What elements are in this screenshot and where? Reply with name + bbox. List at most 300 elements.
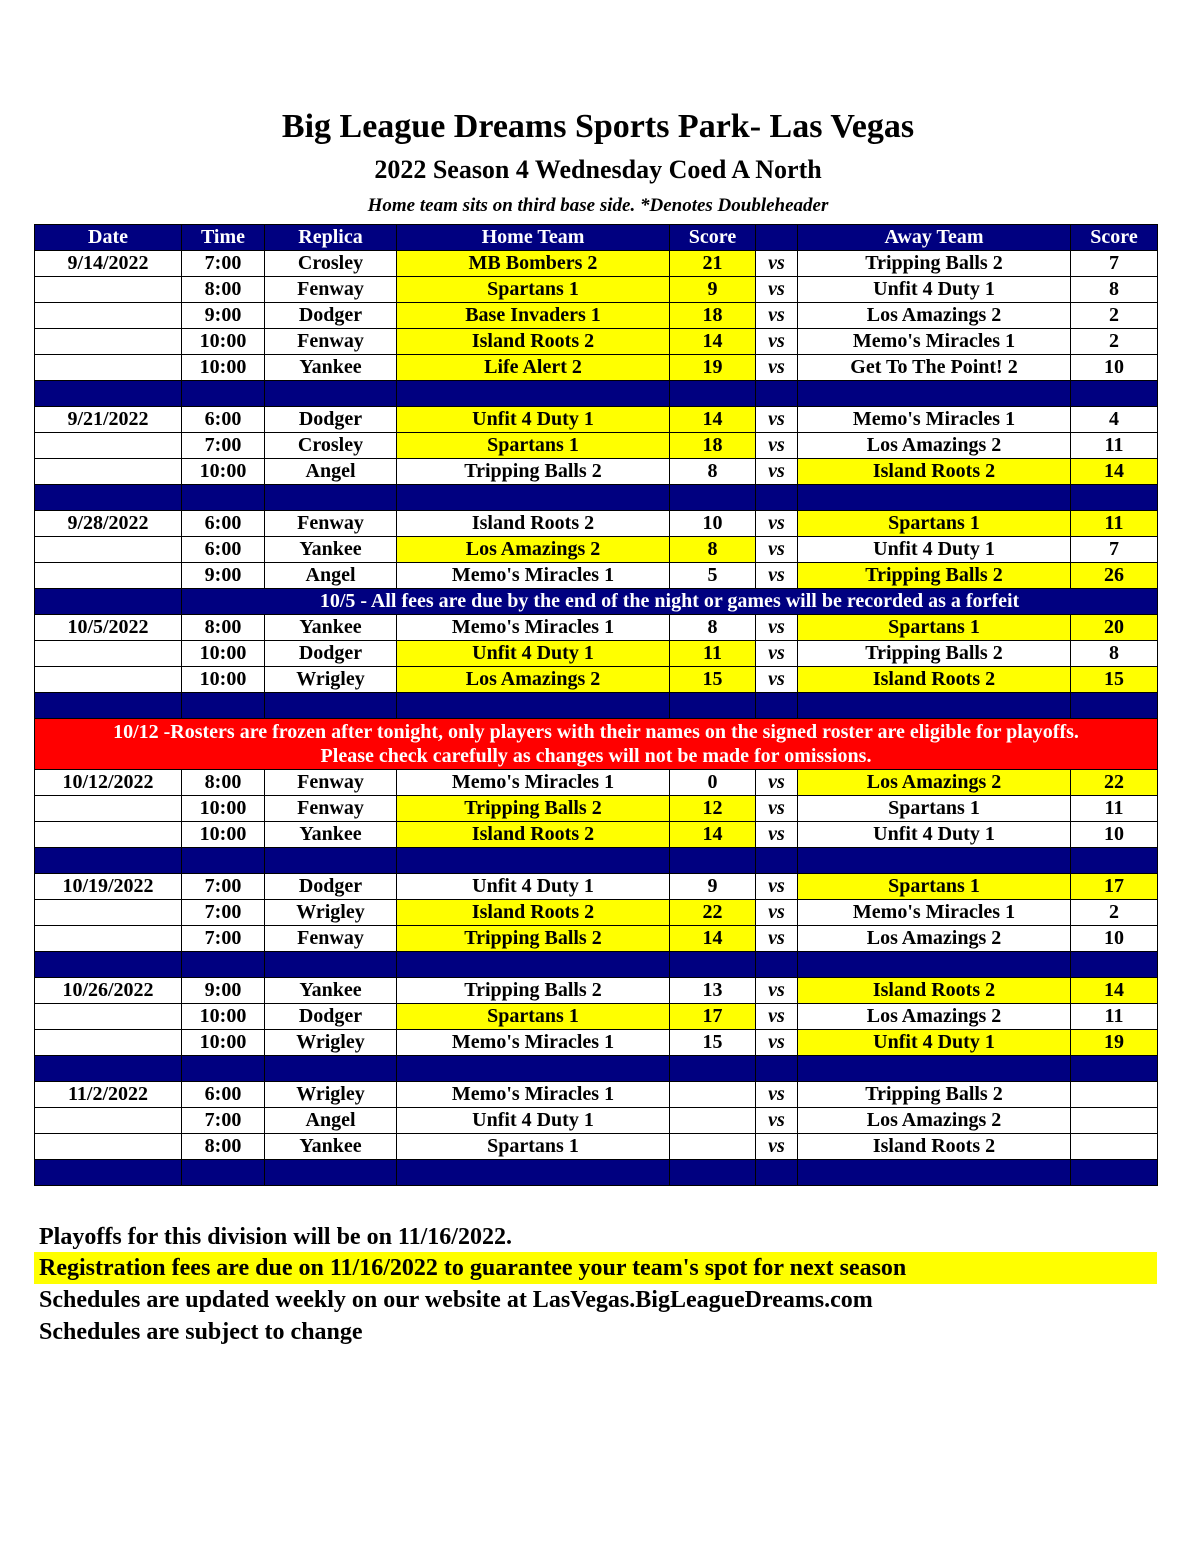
game-date bbox=[35, 926, 182, 952]
separator-row bbox=[35, 1160, 1158, 1186]
away-score: 11 bbox=[1071, 511, 1158, 537]
game-row bbox=[35, 511, 1158, 537]
away-score bbox=[1071, 1108, 1158, 1134]
game-time: 7:00 bbox=[182, 433, 265, 459]
separator-cell bbox=[265, 952, 397, 978]
separator-cell bbox=[265, 693, 397, 719]
vs-label: vs bbox=[756, 407, 798, 433]
vs-label: vs bbox=[756, 1030, 798, 1056]
home-team: Unfit 4 Duty 1 bbox=[397, 1108, 670, 1134]
game-row bbox=[35, 1004, 1158, 1030]
registration-note: Registration fees are due on 11/16/2022 to guarantee your team's spot for next season bbox=[34, 1252, 1157, 1284]
game-time: 10:00 bbox=[182, 1004, 265, 1030]
home-team: Island Roots 2 bbox=[397, 511, 670, 537]
home-score: 5 bbox=[670, 563, 756, 589]
game-time: 7:00 bbox=[182, 874, 265, 900]
game-field: Angel bbox=[265, 563, 397, 589]
away-score: 7 bbox=[1071, 251, 1158, 277]
game-row bbox=[35, 900, 1158, 926]
separator-cell bbox=[756, 1056, 798, 1082]
vs-label: vs bbox=[756, 641, 798, 667]
away-team: Spartans 1 bbox=[798, 615, 1071, 641]
game-date bbox=[35, 329, 182, 355]
header-vs bbox=[756, 225, 798, 251]
separator-cell bbox=[182, 952, 265, 978]
game-date bbox=[35, 277, 182, 303]
game-date bbox=[35, 1108, 182, 1134]
game-field: Dodger bbox=[265, 641, 397, 667]
away-team: Unfit 4 Duty 1 bbox=[798, 822, 1071, 848]
game-date bbox=[35, 459, 182, 485]
separator-cell bbox=[397, 848, 670, 874]
separator-cell bbox=[798, 952, 1071, 978]
game-date: 9/21/2022 bbox=[35, 407, 182, 433]
header-home-score: Score bbox=[670, 225, 756, 251]
vs-label: vs bbox=[756, 900, 798, 926]
header-away-team: Away Team bbox=[798, 225, 1071, 251]
separator-cell bbox=[798, 1056, 1071, 1082]
away-team: Spartans 1 bbox=[798, 511, 1071, 537]
vs-label: vs bbox=[756, 1134, 798, 1160]
home-team: Los Amazings 2 bbox=[397, 537, 670, 563]
home-team: Memo's Miracles 1 bbox=[397, 563, 670, 589]
game-field: Dodger bbox=[265, 407, 397, 433]
separator-cell bbox=[182, 848, 265, 874]
separator-cell bbox=[35, 848, 182, 874]
home-team: Unfit 4 Duty 1 bbox=[397, 874, 670, 900]
away-team: Unfit 4 Duty 1 bbox=[798, 537, 1071, 563]
game-date bbox=[35, 822, 182, 848]
separator-cell bbox=[182, 693, 265, 719]
game-time: 10:00 bbox=[182, 329, 265, 355]
separator-cell bbox=[397, 1160, 670, 1186]
away-score: 4 bbox=[1071, 407, 1158, 433]
header-away-score: Score bbox=[1071, 225, 1158, 251]
separator-row bbox=[35, 693, 1158, 719]
home-team: Life Alert 2 bbox=[397, 355, 670, 381]
game-row bbox=[35, 355, 1158, 381]
game-date bbox=[35, 355, 182, 381]
separator-cell bbox=[670, 848, 756, 874]
separator-row bbox=[35, 485, 1158, 511]
separator-cell bbox=[670, 952, 756, 978]
vs-label: vs bbox=[756, 667, 798, 693]
game-time: 9:00 bbox=[182, 978, 265, 1004]
header-time: Time bbox=[182, 225, 265, 251]
game-time: 7:00 bbox=[182, 926, 265, 952]
game-time: 9:00 bbox=[182, 303, 265, 329]
game-row bbox=[35, 1108, 1158, 1134]
separator-cell bbox=[798, 693, 1071, 719]
away-score: 7 bbox=[1071, 537, 1158, 563]
vs-label: vs bbox=[756, 277, 798, 303]
game-date bbox=[35, 433, 182, 459]
page-title: Big League Dreams Sports Park- Las Vegas bbox=[281, 108, 915, 145]
separator-cell bbox=[1071, 1056, 1158, 1082]
game-field: Dodger bbox=[265, 1004, 397, 1030]
playoffs-note: Playoffs for this division will be on 11/16/2022. bbox=[39, 1224, 512, 1250]
game-time: 10:00 bbox=[182, 822, 265, 848]
game-field: Fenway bbox=[265, 926, 397, 952]
vs-label: vs bbox=[756, 978, 798, 1004]
home-score: 0 bbox=[670, 770, 756, 796]
roster-alert bbox=[35, 719, 1158, 770]
separator-cell bbox=[182, 1056, 265, 1082]
home-score: 15 bbox=[670, 1030, 756, 1056]
game-time: 10:00 bbox=[182, 667, 265, 693]
game-row bbox=[35, 563, 1158, 589]
separator-cell bbox=[756, 848, 798, 874]
vs-label: vs bbox=[756, 303, 798, 329]
game-field: Dodger bbox=[265, 874, 397, 900]
game-field: Yankee bbox=[265, 1134, 397, 1160]
roster-alert-row bbox=[35, 719, 1158, 770]
game-field: Wrigley bbox=[265, 1030, 397, 1056]
separator-cell bbox=[1071, 381, 1158, 407]
home-score: 19 bbox=[670, 355, 756, 381]
home-score: 13 bbox=[670, 978, 756, 1004]
vs-label: vs bbox=[756, 1108, 798, 1134]
home-score bbox=[670, 1108, 756, 1134]
game-row bbox=[35, 251, 1158, 277]
game-field: Dodger bbox=[265, 303, 397, 329]
vs-label: vs bbox=[756, 537, 798, 563]
banner-blank-cell bbox=[35, 589, 182, 615]
home-score: 17 bbox=[670, 1004, 756, 1030]
home-team: Spartans 1 bbox=[397, 433, 670, 459]
away-team: Get To The Point! 2 bbox=[798, 355, 1071, 381]
home-score bbox=[670, 1082, 756, 1108]
separator-cell bbox=[670, 381, 756, 407]
game-time: 9:00 bbox=[182, 563, 265, 589]
game-field: Fenway bbox=[265, 511, 397, 537]
game-time: 6:00 bbox=[182, 511, 265, 537]
home-score: 14 bbox=[670, 822, 756, 848]
game-date: 9/28/2022 bbox=[35, 511, 182, 537]
away-score: 10 bbox=[1071, 822, 1158, 848]
separator-cell bbox=[397, 381, 670, 407]
game-row bbox=[35, 1134, 1158, 1160]
game-field: Fenway bbox=[265, 796, 397, 822]
away-score: 26 bbox=[1071, 563, 1158, 589]
home-team: Unfit 4 Duty 1 bbox=[397, 641, 670, 667]
game-date: 11/2/2022 bbox=[35, 1082, 182, 1108]
home-team: Spartans 1 bbox=[397, 1004, 670, 1030]
home-score bbox=[670, 1134, 756, 1160]
schedule-note: Home team sits on third base side. *Denotes Doubleheader bbox=[367, 195, 829, 216]
game-row bbox=[35, 822, 1158, 848]
home-score: 8 bbox=[670, 459, 756, 485]
separator-cell bbox=[397, 693, 670, 719]
game-date bbox=[35, 641, 182, 667]
separator-cell bbox=[35, 381, 182, 407]
away-team: Unfit 4 Duty 1 bbox=[798, 277, 1071, 303]
home-team: Spartans 1 bbox=[397, 277, 670, 303]
away-score: 14 bbox=[1071, 459, 1158, 485]
game-date: 10/12/2022 bbox=[35, 770, 182, 796]
separator-row bbox=[35, 381, 1158, 407]
away-team: Los Amazings 2 bbox=[798, 1004, 1071, 1030]
away-team: Spartans 1 bbox=[798, 796, 1071, 822]
home-score: 22 bbox=[670, 900, 756, 926]
home-score: 14 bbox=[670, 329, 756, 355]
separator-cell bbox=[670, 1056, 756, 1082]
game-field: Angel bbox=[265, 1108, 397, 1134]
vs-label: vs bbox=[756, 511, 798, 537]
home-team: Base Invaders 1 bbox=[397, 303, 670, 329]
game-time: 8:00 bbox=[182, 615, 265, 641]
game-date bbox=[35, 563, 182, 589]
separator-cell bbox=[265, 848, 397, 874]
header-row bbox=[35, 225, 1158, 251]
away-team: Tripping Balls 2 bbox=[798, 563, 1071, 589]
away-score: 2 bbox=[1071, 900, 1158, 926]
game-row bbox=[35, 926, 1158, 952]
game-date bbox=[35, 1030, 182, 1056]
game-date bbox=[35, 667, 182, 693]
home-team: Tripping Balls 2 bbox=[397, 926, 670, 952]
vs-label: vs bbox=[756, 796, 798, 822]
separator-cell bbox=[756, 952, 798, 978]
separator-cell bbox=[182, 485, 265, 511]
game-row bbox=[35, 1082, 1158, 1108]
separator-cell bbox=[756, 485, 798, 511]
home-team: Memo's Miracles 1 bbox=[397, 1030, 670, 1056]
home-team: Unfit 4 Duty 1 bbox=[397, 407, 670, 433]
away-score: 10 bbox=[1071, 926, 1158, 952]
away-team: Los Amazings 2 bbox=[798, 303, 1071, 329]
game-field: Yankee bbox=[265, 978, 397, 1004]
game-date bbox=[35, 796, 182, 822]
game-time: 6:00 bbox=[182, 1082, 265, 1108]
away-team: Island Roots 2 bbox=[798, 1134, 1071, 1160]
separator-row bbox=[35, 1056, 1158, 1082]
home-score: 9 bbox=[670, 874, 756, 900]
game-field: Yankee bbox=[265, 822, 397, 848]
away-score: 8 bbox=[1071, 277, 1158, 303]
away-team: Island Roots 2 bbox=[798, 978, 1071, 1004]
home-score: 8 bbox=[670, 537, 756, 563]
game-field: Crosley bbox=[265, 251, 397, 277]
separator-cell bbox=[265, 381, 397, 407]
separator-row bbox=[35, 848, 1158, 874]
home-score: 18 bbox=[670, 433, 756, 459]
home-score: 8 bbox=[670, 615, 756, 641]
fee-banner-text: 10/5 - All fees are due by the end of the night or games will be recorded as a forfeit bbox=[182, 589, 1158, 615]
separator-cell bbox=[265, 1056, 397, 1082]
away-team: Los Amazings 2 bbox=[798, 433, 1071, 459]
game-date: 9/14/2022 bbox=[35, 251, 182, 277]
away-team: Memo's Miracles 1 bbox=[798, 407, 1071, 433]
header-replica: Replica bbox=[265, 225, 397, 251]
game-time: 10:00 bbox=[182, 796, 265, 822]
home-score: 15 bbox=[670, 667, 756, 693]
game-date bbox=[35, 1004, 182, 1030]
away-score: 11 bbox=[1071, 796, 1158, 822]
separator-cell bbox=[798, 381, 1071, 407]
home-team: Tripping Balls 2 bbox=[397, 459, 670, 485]
away-team: Tripping Balls 2 bbox=[798, 251, 1071, 277]
schedule-table bbox=[34, 224, 1158, 1186]
game-row bbox=[35, 433, 1158, 459]
away-score: 10 bbox=[1071, 355, 1158, 381]
away-score: 19 bbox=[1071, 1030, 1158, 1056]
game-field: Yankee bbox=[265, 537, 397, 563]
game-time: 6:00 bbox=[182, 407, 265, 433]
separator-cell bbox=[35, 485, 182, 511]
home-score: 14 bbox=[670, 926, 756, 952]
home-score: 21 bbox=[670, 251, 756, 277]
game-time: 10:00 bbox=[182, 641, 265, 667]
vs-label: vs bbox=[756, 563, 798, 589]
game-field: Fenway bbox=[265, 277, 397, 303]
separator-cell bbox=[265, 1160, 397, 1186]
away-team: Los Amazings 2 bbox=[798, 926, 1071, 952]
game-field: Wrigley bbox=[265, 900, 397, 926]
roster-alert-line2: Please check carefully as changes will not be made for omissions. bbox=[320, 745, 872, 767]
home-team: Spartans 1 bbox=[397, 1134, 670, 1160]
game-row bbox=[35, 277, 1158, 303]
game-time: 8:00 bbox=[182, 277, 265, 303]
game-row bbox=[35, 407, 1158, 433]
game-date bbox=[35, 1134, 182, 1160]
away-team: Spartans 1 bbox=[798, 874, 1071, 900]
home-team: Tripping Balls 2 bbox=[397, 978, 670, 1004]
game-time: 7:00 bbox=[182, 1108, 265, 1134]
separator-cell bbox=[1071, 485, 1158, 511]
game-date bbox=[35, 537, 182, 563]
separator-cell bbox=[397, 952, 670, 978]
game-field: Wrigley bbox=[265, 1082, 397, 1108]
game-time: 7:00 bbox=[182, 900, 265, 926]
separator-cell bbox=[182, 381, 265, 407]
separator-cell bbox=[756, 1160, 798, 1186]
schedule-body bbox=[35, 251, 1158, 1186]
away-team: Unfit 4 Duty 1 bbox=[798, 1030, 1071, 1056]
game-date bbox=[35, 900, 182, 926]
separator-cell bbox=[35, 952, 182, 978]
home-team: Memo's Miracles 1 bbox=[397, 615, 670, 641]
separator-cell bbox=[182, 1160, 265, 1186]
game-date: 10/5/2022 bbox=[35, 615, 182, 641]
game-row bbox=[35, 303, 1158, 329]
vs-label: vs bbox=[756, 329, 798, 355]
vs-label: vs bbox=[756, 355, 798, 381]
away-team: Memo's Miracles 1 bbox=[798, 900, 1071, 926]
home-team: Los Amazings 2 bbox=[397, 667, 670, 693]
separator-cell bbox=[1071, 848, 1158, 874]
game-time: 10:00 bbox=[182, 355, 265, 381]
game-field: Fenway bbox=[265, 329, 397, 355]
page-subtitle: 2022 Season 4 Wednesday Coed A North bbox=[374, 155, 822, 184]
home-team: MB Bombers 2 bbox=[397, 251, 670, 277]
home-team: Island Roots 2 bbox=[397, 329, 670, 355]
vs-label: vs bbox=[756, 459, 798, 485]
game-row bbox=[35, 667, 1158, 693]
game-field: Yankee bbox=[265, 355, 397, 381]
game-date bbox=[35, 303, 182, 329]
game-date: 10/19/2022 bbox=[35, 874, 182, 900]
change-note: Schedules are subject to change bbox=[39, 1319, 363, 1345]
away-team: Los Amazings 2 bbox=[798, 770, 1071, 796]
separator-cell bbox=[265, 485, 397, 511]
home-team: Memo's Miracles 1 bbox=[397, 1082, 670, 1108]
separator-cell bbox=[670, 1160, 756, 1186]
separator-cell bbox=[1071, 693, 1158, 719]
game-row bbox=[35, 537, 1158, 563]
game-row bbox=[35, 796, 1158, 822]
fee-banner-row bbox=[35, 589, 1158, 615]
away-team: Los Amazings 2 bbox=[798, 1108, 1071, 1134]
roster-alert-line1: 10/12 -Rosters are frozen after tonight, only players with their names on the signed roster are eligible for playoffs. bbox=[113, 721, 1079, 743]
away-score: 8 bbox=[1071, 641, 1158, 667]
game-field: Wrigley bbox=[265, 667, 397, 693]
game-field: Crosley bbox=[265, 433, 397, 459]
game-row bbox=[35, 1030, 1158, 1056]
away-score: 14 bbox=[1071, 978, 1158, 1004]
game-row bbox=[35, 874, 1158, 900]
separator-cell bbox=[670, 485, 756, 511]
separator-cell bbox=[756, 693, 798, 719]
game-time: 8:00 bbox=[182, 1134, 265, 1160]
game-field: Angel bbox=[265, 459, 397, 485]
vs-label: vs bbox=[756, 1004, 798, 1030]
away-score: 2 bbox=[1071, 303, 1158, 329]
home-team: Island Roots 2 bbox=[397, 822, 670, 848]
vs-label: vs bbox=[756, 1082, 798, 1108]
vs-label: vs bbox=[756, 251, 798, 277]
game-time: 6:00 bbox=[182, 537, 265, 563]
home-team: Island Roots 2 bbox=[397, 900, 670, 926]
away-score: 15 bbox=[1071, 667, 1158, 693]
away-team: Island Roots 2 bbox=[798, 667, 1071, 693]
home-score: 18 bbox=[670, 303, 756, 329]
vs-label: vs bbox=[756, 874, 798, 900]
separator-cell bbox=[1071, 952, 1158, 978]
separator-cell bbox=[35, 1056, 182, 1082]
separator-cell bbox=[798, 485, 1071, 511]
game-field: Fenway bbox=[265, 770, 397, 796]
website-note: Schedules are updated weekly on our website at LasVegas.BigLeagueDreams.com bbox=[39, 1287, 873, 1313]
home-score: 12 bbox=[670, 796, 756, 822]
game-time: 10:00 bbox=[182, 1030, 265, 1056]
separator-cell bbox=[35, 1160, 182, 1186]
game-row bbox=[35, 770, 1158, 796]
separator-cell bbox=[397, 1056, 670, 1082]
game-field: Yankee bbox=[265, 615, 397, 641]
away-score: 11 bbox=[1071, 433, 1158, 459]
separator-row bbox=[35, 952, 1158, 978]
header-home-team: Home Team bbox=[397, 225, 670, 251]
game-row bbox=[35, 459, 1158, 485]
separator-cell bbox=[798, 848, 1071, 874]
game-row bbox=[35, 329, 1158, 355]
away-score: 22 bbox=[1071, 770, 1158, 796]
separator-cell bbox=[670, 693, 756, 719]
game-row bbox=[35, 978, 1158, 1004]
game-date: 10/26/2022 bbox=[35, 978, 182, 1004]
separator-cell bbox=[397, 485, 670, 511]
separator-cell bbox=[756, 381, 798, 407]
home-score: 14 bbox=[670, 407, 756, 433]
game-row bbox=[35, 641, 1158, 667]
separator-cell bbox=[35, 693, 182, 719]
home-score: 9 bbox=[670, 277, 756, 303]
away-score: 20 bbox=[1071, 615, 1158, 641]
away-score bbox=[1071, 1082, 1158, 1108]
game-row bbox=[35, 615, 1158, 641]
separator-cell bbox=[1071, 1160, 1158, 1186]
